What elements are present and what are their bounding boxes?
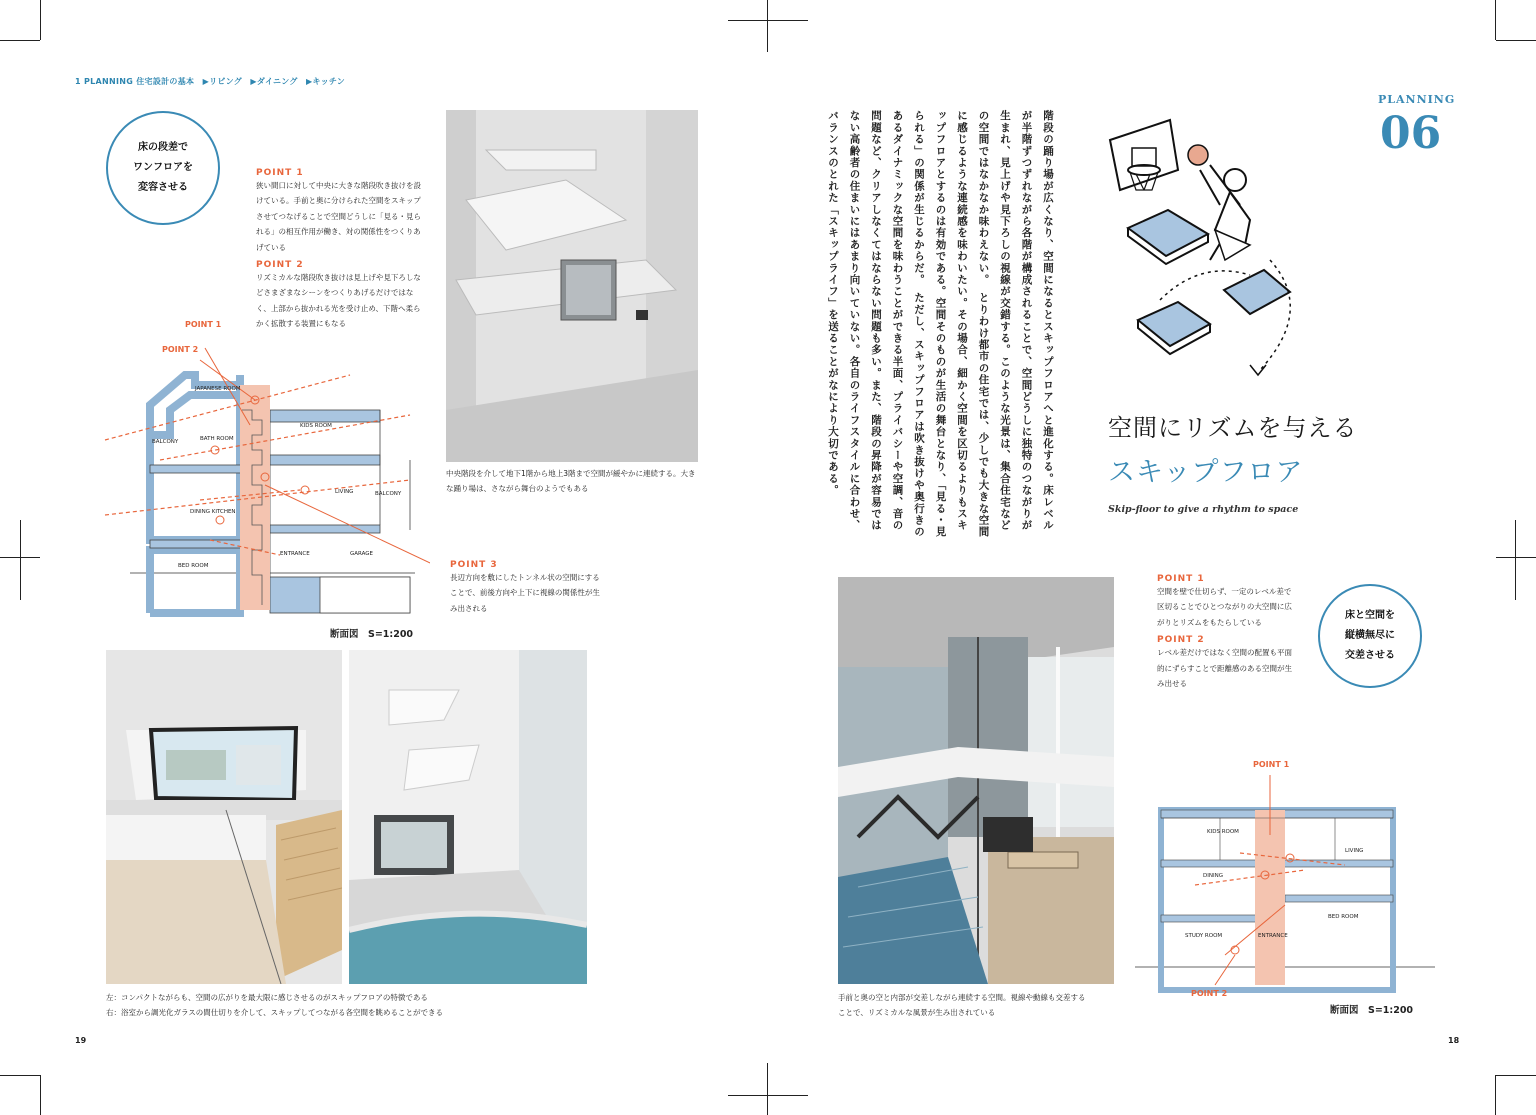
room-label: LIVING [1345,848,1364,854]
scale-label: 断面図 S=1:200 [1330,1005,1414,1016]
room-label: LIVING [335,489,354,495]
photo-stairwell [446,110,698,462]
point-body: レベル差だけではなく空間の配置も平面的にずらすことで距離感のある空間が生み出せる [1157,648,1292,689]
planning-label: PLANNING [1378,93,1456,106]
room-label: GARAGE [350,551,374,557]
body-text-vertical: 階段の踊り場が広くなり、空間になるとスキップフロアへと進化する。床レベルが半階ずつずれながら各階が構成されることで、空間どうしに独特のつながりが生まれ、見上げや見下ろしの視線が交錯する。このような光景は、集合住宅などの空間ではなかなか味わえない。 とりわけ都市の住宅では、少しでも大きな空間に感じるような連続感を味わいたい。その場合、細かく空間を区切るよりもスキップフロアとするのは有効である。空間そのものが生活の舞台となり、「見る・見られる」の関係が生じるからだ。 ただし、スキップフロアは吹き抜けや奥行きのあるダイナミックな空間を味わうことができる半面、プライバシーや空調、音の問題など、クリアしなくてはならない問題も多い。また、階段の昇降が容易ではない高齢者の住まいにはあまり向いていない。各自のライフスタイルに合わせ、バランスのとれた「スキップライフ」を送ることがなにより大切である。 [827,110,1054,538]
room-label: ENTRANCE [280,551,310,557]
point-label: POINT 1 [1253,760,1290,769]
circle-line: 床と空間を [1345,610,1395,621]
room-label: DINING KITCHEN [190,509,236,515]
room-label: STUDY ROOM [1185,933,1223,939]
section-diagram-left [100,315,430,620]
point-body: リズミカルな階段吹き抜けは見上げや見下ろしなどさまざまなシーンをつくりあげるだけではなく、上部から抜かれる光を受け止め、下階へ柔らかく拡散する装置にもなる [256,273,421,329]
caption-line: 右：浴室から調光化ガラスの間仕切りを介して、スキップしてつながる各空間を眺めることができる [106,1008,443,1017]
scale-label: 断面図 S=1:200 [330,629,414,640]
basketball-illustration [1100,110,1300,380]
point-label: POINT 2 [1191,989,1228,998]
section-diagram-right [1135,755,1435,1005]
point-label: POINT 1 [185,320,222,329]
page-number-right: 18 [1448,1036,1460,1045]
title-line-1: 空間にリズムを与える [1108,414,1358,442]
circle-line: ワンフロアを [133,162,193,173]
bottom-caption [106,990,586,1020]
point-title: POINT 2 [256,260,304,271]
room-label: KIDS ROOM [300,423,332,429]
photo-caption-top: 中央階段を介して地下1階から地上3階まで空間が緩やかに連続する。大きな踊り場は、さながら舞台のようでもある [446,469,696,493]
circle-line: 床の段差で [138,142,188,153]
page-number-left: 19 [75,1036,87,1045]
room-label: BALCONY [375,491,402,497]
points-right [1157,574,1297,696]
point-title: POINT 1 [256,168,304,178]
room-label: BED ROOM [178,563,209,569]
photo-skip-floor-interior [838,577,1114,984]
point-body: 長辺方向を敷にしたトンネル状の空間にすることで、前後方向や上下に視線の関係性が生み出される [450,573,600,613]
circle-line: 変容させる [138,182,188,193]
room-label: ENTRANCE [1258,933,1288,939]
running-header: 1 PLANNING 住宅設計の基本 ▶リビング ▶ダイニング ▶キッチン [75,77,346,86]
concept-circle-right [1318,584,1422,688]
point-title: POINT 3 [450,560,498,570]
room-label: BALCONY [152,439,179,445]
concept-circle-left [106,111,220,225]
subtitle-english: Skip-floor to give a rhythm to space [1108,504,1299,515]
room-label: KIDS ROOM [1207,829,1239,835]
title-line-2: スキップフロア [1108,457,1304,488]
point-body: 空間を壁で仕切らず、一定のレベル差で区切ることでひとつながりの大空間に広がりとリズムをもたらしている [1157,587,1292,627]
circle-line: 縦横無尽に [1345,630,1395,641]
caption-line: 左：コンパクトながらも、空間の広がりを最大限に感じさせるのがスキップフロアの特徴である [106,993,428,1002]
room-label: BATH ROOM [200,436,234,442]
room-label: JAPANESE ROOM [195,386,241,392]
point3-block [450,560,600,621]
point-body: 狭い間口に対して中央に大きな階段吹き抜けを設けている。手前と奥に分けられた空間をスキップさせてつなげることで空間どうしに「見る・見られる」の相互作用が働き、対の関係性をつくりあげている [256,181,421,252]
room-label: DINING [1203,873,1223,879]
room-label: BED ROOM [1328,914,1359,920]
photo-bathroom [349,650,587,984]
point-label: POINT 2 [162,345,199,354]
photo-caption-right: 手前と奥の空と内部が交差しながら連続する空間。視線や動線も交差することで、リズミカルな風景が生み出されている [838,993,1086,1017]
circle-line: 交差させる [1345,650,1395,661]
photo-window-room [106,650,342,984]
planning-number: 06 [1380,108,1442,159]
point-title: POINT 2 [1157,635,1205,646]
points-left [256,168,426,337]
point-title: POINT 1 [1157,574,1205,584]
